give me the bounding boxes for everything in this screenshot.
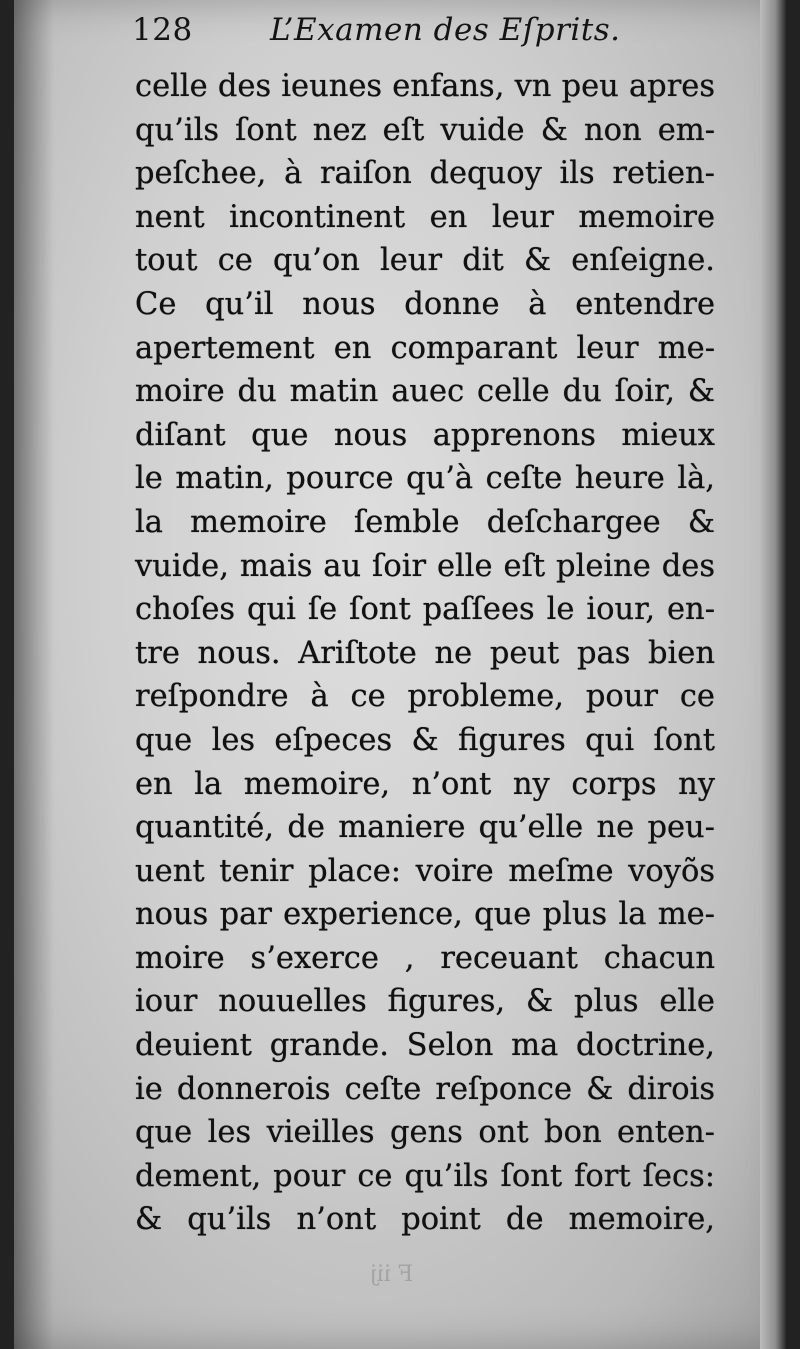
text-line: apertement en comparant leur me- (135, 330, 715, 366)
text-line: celle des ieunes enfans, vn peu apres (135, 69, 715, 104)
spine-shadow (14, 0, 54, 1349)
text-line: nent incontinent en leur memoire (135, 199, 715, 235)
text-line: quantité, de maniere qu’elle ne peu- (135, 810, 715, 846)
running-title: L’Examen des Eſprits. (270, 12, 621, 48)
text-line: Ce qu’il nous donne à entendre (135, 286, 715, 322)
text-line: qu’ils ſont nez eſt vuide & non em- (135, 112, 715, 148)
text-line: reſpondre à ce probleme, pour ce (135, 679, 715, 715)
text-line: choſes qui ſe ſont paſſees le iour, en- (135, 592, 715, 628)
text-line: peſchee, à raiſon dequoy ils retien- (135, 156, 715, 192)
text-line: moire s’exerce , receuant chacun (135, 940, 715, 976)
show-through-signature-mark: F iij (370, 1262, 414, 1287)
text-line: la memoire ſemble deſchargee & (135, 504, 715, 540)
text-line: ie donnerois ceſte reſponce & dirois (135, 1071, 715, 1107)
text-line: dement, pour ce qu’ils ſont fort ſecs: (135, 1158, 715, 1194)
text-line: iour nouuelles figures, & plus elle (135, 984, 715, 1020)
body-text (135, 65, 715, 1242)
page-edge (760, 0, 786, 1349)
text-line: le matin, pource qu’à ceſte heure là, (135, 461, 715, 497)
text-line: tre nous. Ariſtote ne peut pas bien (135, 635, 715, 671)
text-line: nous par experience, que plus la me- (135, 897, 715, 933)
text-line: que les eſpeces & figures qui ſont (135, 722, 715, 758)
text-line: diſant que nous apprenons mieux (135, 417, 715, 453)
page-number: 128 (132, 12, 193, 48)
text-line: vuide, mais au ſoir elle eſt pleine des (135, 548, 715, 584)
text-line: moire du matin auec celle du ſoir, & (135, 374, 715, 410)
text-line: en la memoire, n’ont ny corps ny (135, 766, 715, 802)
text-line: uent tenir place: voire meſme voyõs (135, 853, 715, 889)
text-line: & qu’ils n’ont point de memoire, (135, 1202, 715, 1238)
page-header (132, 8, 652, 58)
text-line: que les vieilles gens ont bon enten- (135, 1115, 715, 1151)
text-line: deuient grande. Selon ma doctrine, (135, 1028, 715, 1064)
text-line: tout ce qu’on leur dit & enſeigne. (135, 243, 715, 279)
